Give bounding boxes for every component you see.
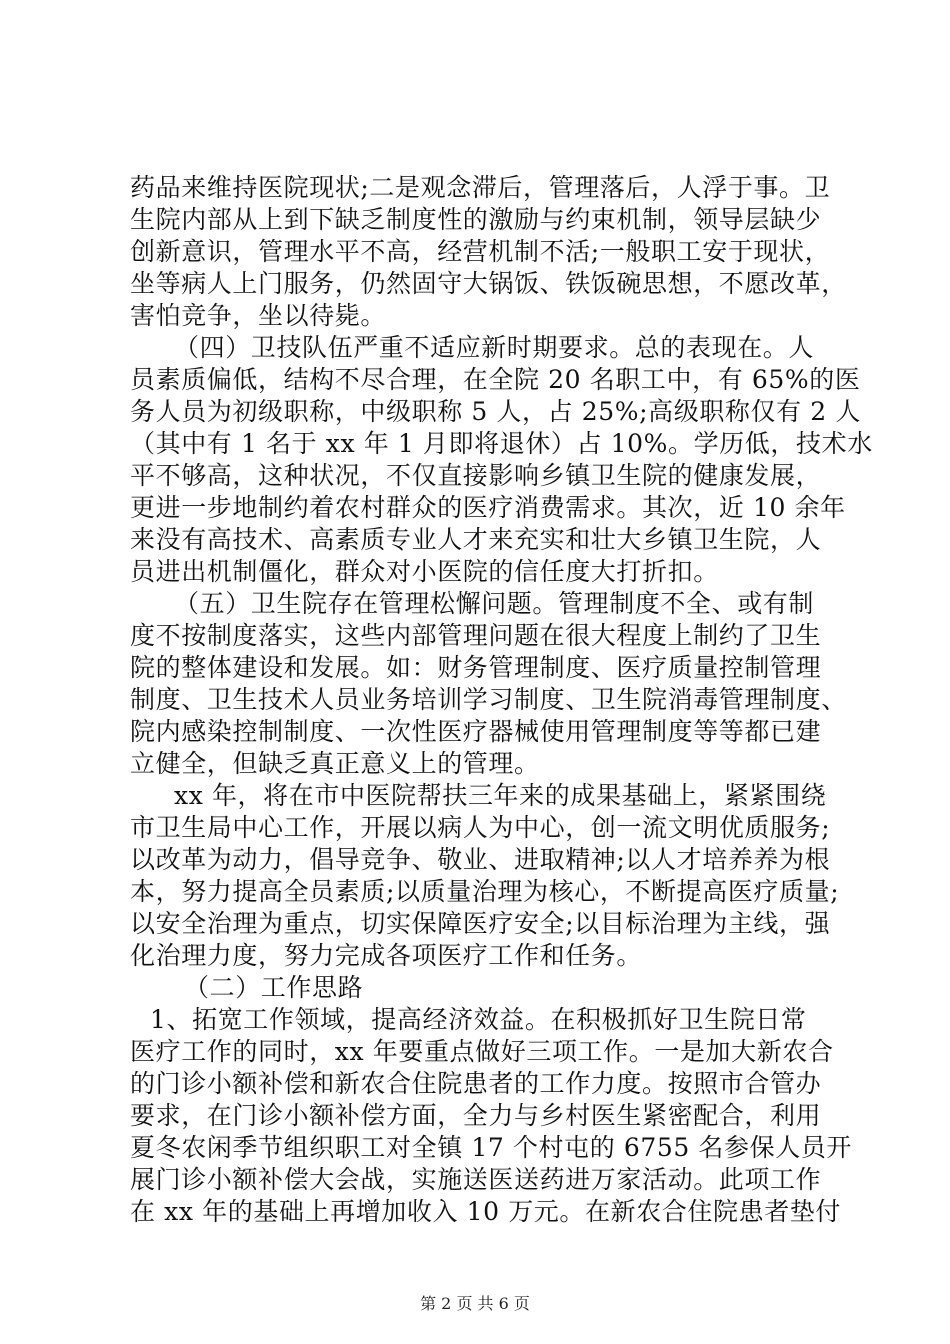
text-line: 1、拓宽工作领域，提高经济效益。在积极抓好卫生院日常	[150, 1005, 807, 1034]
page-number: 第 2 页 共 6 页	[420, 1294, 530, 1313]
document-body	[130, 172, 873, 1228]
text-line: 员进出机制僵化，群众对小医院的信任度大打折扣。	[130, 557, 719, 586]
text-line: xx 年，将在市中医院帮扶三年来的成果基础上，紧紧围绕	[174, 781, 827, 810]
text-line: 更进一步地制约着农村群众的医疗消费需求。其次，近 10 余年	[130, 493, 846, 522]
text-line: 创新意识，管理水平不高，经营机制不活;一般职工安于现状，	[130, 237, 831, 266]
text-line: 夏冬农闲季节组织职工对全镇 17 个村屯的 6755 名参保人员开	[130, 1133, 853, 1162]
text-line: （四）卫技队伍严重不适应新时期要求。总的表现在。人	[174, 333, 815, 362]
section-heading: （二）工作思路	[184, 973, 364, 1002]
text-line: 化治理力度，努力完成各项医疗工作和任务。	[130, 941, 643, 970]
text-line: 院内感染控制制度、一次性医疗器械使用管理制度等等都已建	[130, 717, 822, 746]
text-line: 以安全治理为重点，切实保障医疗安全;以目标治理为主线，强	[130, 909, 831, 938]
text-line: 务人员为初级职称，中级职称 5 人，占 25%;高级职称仅有 2 人	[130, 397, 861, 426]
text-line: 在 xx 年的基础上再增加收入 10 万元。在新农合住院患者垫付	[130, 1197, 841, 1226]
text-line: （五）卫生院存在管理松懈问题。管理制度不全、或有制	[174, 589, 815, 618]
text-line: 立健全，但缺乏真正意义上的管理。	[130, 749, 540, 778]
text-line: （其中有 1 名于 xx 年 1 月即将退休）占 10%。学历低，技术水	[130, 429, 873, 458]
text-line: 生院内部从上到下缺乏制度性的激励与约束机制，领导层缺少	[130, 205, 822, 234]
text-line: 展门诊小额补偿大会战，实施送医送药进万家活动。此项工作	[130, 1165, 822, 1194]
text-line: 员素质偏低，结构不尽合理，在全院 20 名职工中，有 65%的医	[130, 365, 861, 394]
text-line: 平不够高，这种状况，不仅直接影响乡镇卫生院的健康发展，	[130, 461, 822, 490]
text-line: 害怕竞争，坐以待毙。	[130, 301, 387, 330]
text-line: 度不按制度落实，这些内部管理问题在很大程度上制约了卫生	[130, 621, 822, 650]
text-line: 的门诊小额补偿和新农合住院患者的工作力度。按照市合管办	[130, 1069, 822, 1098]
text-line: 以改革为动力，倡导竞争、敬业、进取精神;以人才培养养为根	[130, 845, 831, 874]
text-line: 医疗工作的同时，xx 年要重点做好三项工作。一是加大新农合	[130, 1037, 834, 1066]
text-line: 市卫生局中心工作，开展以病人为中心，创一流文明优质服务;	[130, 813, 831, 842]
text-line: 来没有高技术、高素质专业人才来充实和壮大乡镇卫生院，人	[130, 525, 822, 554]
text-line: 坐等病人上门服务，仍然固守大锅饭、铁饭碗思想，不愿改革，	[130, 269, 847, 298]
text-line: 本，努力提高全员素质;以质量治理为核心，不断提高医疗质量;	[130, 877, 840, 906]
text-line: 制度、卫生技术人员业务培训学习制度、卫生院消毒管理制度、	[130, 685, 847, 714]
text-line: 要求，在门诊小额补偿方面，全力与乡村医生紧密配合，利用	[130, 1101, 822, 1130]
text-line: 院的整体建设和发展。如：财务管理制度、医疗质量控制管理	[130, 653, 822, 682]
text-line: 药品来维持医院现状;二是观念滞后，管理落后，人浮于事。卫	[130, 173, 831, 202]
